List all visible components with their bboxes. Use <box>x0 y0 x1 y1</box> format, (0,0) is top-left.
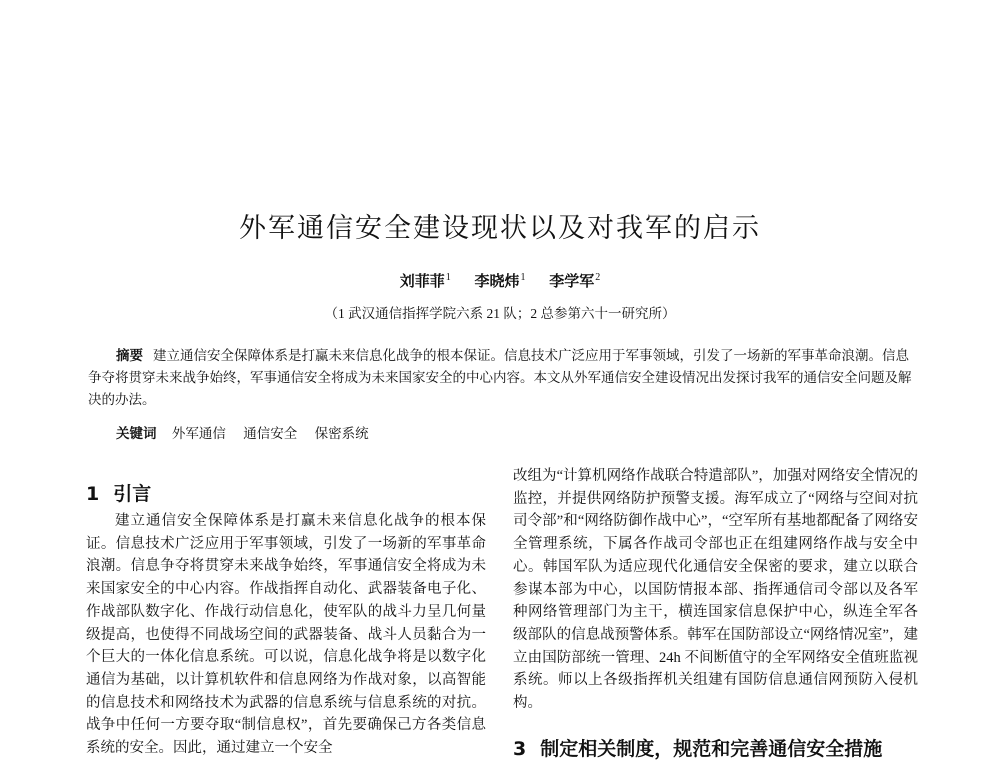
section-title: 制定相关制度，规范和完善通信安全措施 <box>540 738 883 760</box>
section-number: 1 <box>86 483 100 505</box>
author-name: 刘菲菲 <box>399 274 445 290</box>
author-list <box>0 270 1000 291</box>
author <box>549 274 600 290</box>
author-affil-mark: 1 <box>445 272 451 283</box>
keywords <box>116 422 916 442</box>
section-heading-3 <box>513 734 882 760</box>
right-column <box>513 465 918 715</box>
abstract <box>88 345 918 411</box>
affiliation: （1 武汉通信指挥学院六系 21 队；2 总参第六十一研究所） <box>324 306 676 321</box>
author-affil-mark: 1 <box>520 272 526 283</box>
section-number: 3 <box>513 738 527 760</box>
author <box>400 274 451 290</box>
abstract-text: 建立通信安全保障体系是打赢未来信息化战争的根本保证。信息技术广泛应用于军事领域，引发了一场新的军事革命浪潮。信息争夺将贯穿未来战争始终，军事通信安全将成为未来国家安全的中心内容。本文从外军通信安全建设情况出发探讨我军的通信安全问题及解决的办法。 <box>88 348 912 407</box>
section-title: 引言 <box>113 483 152 505</box>
paper-title: 外军通信安全建设现状以及对我军的启示 <box>239 213 761 244</box>
author-name: 李晓炜 <box>474 274 520 290</box>
keyword: 通信安全 <box>243 426 298 441</box>
body-paragraph: 建立通信安全保障体系是打赢未来信息化战争的根本保证。信息技术广泛应用于军事领域，引发了一场新的军事革命浪潮。信息争夺将贯穿未来战争始终，军事通信安全将成为未来国家安全的中心内容。作战指挥自动化、武器装备电子化、作战部队数字化、作战行动信息化，使军队的战斗力呈几何量级提高，也使得不同战场空间的武器装备、战斗人员黏合为一个巨大的一体化信息系统。可以说，信息化战争将是以数字化通信为基础，以计算机软件和信息网络为作战对象，以高智能的信息技术和网络技术为武器的信息系统与信息系统的对抗。战争中任何一方要夺取“制信息权”，首先要确保己方各类信息系统的安全。因此，通过建立一个安全 <box>86 513 486 757</box>
section-heading-introduction <box>86 479 151 506</box>
author <box>474 274 525 290</box>
keywords-label: 关键词 <box>116 426 157 441</box>
author-name: 李学军 <box>549 274 595 290</box>
keyword: 保密系统 <box>314 426 369 441</box>
body-paragraph: 改组为“计算机网络作战联合特遣部队”，加强对网络安全情况的监控，并提供网络防护预警支援。海军成立了“网络与空间对抗司令部”和“网络防御作战中心”，“空军所有基地都配备了网络安全管理系统，下属各作战司令部也正在组建网络作战与安全中心。韩国军队为适应现代化通信安全保密的要求，建立以联合参谋本部为中心，以国防情报本部、指挥通信司令部以及各军种网络管理部门为主干，横连国家信息保护中心，纵连全军各级部队的信息战预警体系。韩军在国防部设立“网络情况室”，建立由国防部统一管理、24h 不间断值守的全军网络安全值班监视系统。师以上各级指挥机关组建有国防信息通信网预防入侵机构。 <box>513 468 918 712</box>
author-affil-mark: 2 <box>595 272 601 283</box>
left-column <box>86 510 486 760</box>
keyword: 外军通信 <box>171 426 226 441</box>
abstract-label: 摘要 <box>116 348 143 363</box>
